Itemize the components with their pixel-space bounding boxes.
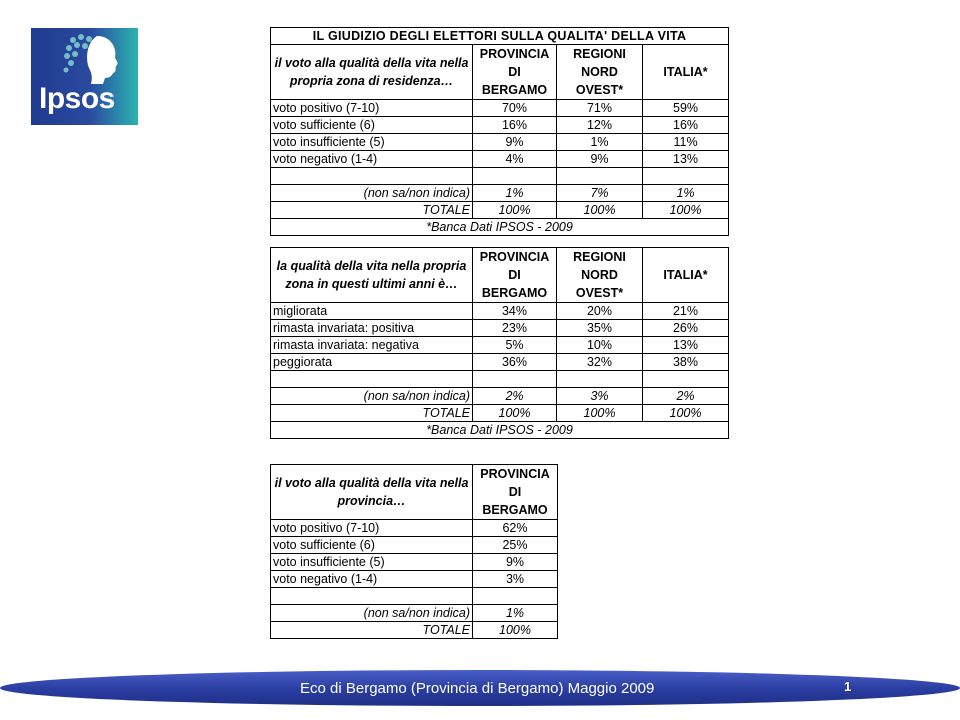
cell-value: 100% — [557, 202, 643, 219]
row-label: voto insufficiente (5) — [271, 134, 473, 151]
table-qualita-vita-provincia — [270, 464, 558, 639]
cell-value: 5% — [473, 337, 557, 354]
table-row — [271, 134, 729, 151]
cell-value: 38% — [643, 354, 729, 371]
totale-label: TOTALE — [271, 202, 473, 219]
empty-row — [271, 168, 729, 185]
row-label: voto insufficiente (5) — [271, 554, 473, 571]
table-qualita-vita-trend — [270, 247, 729, 439]
cell-value: 62% — [473, 520, 558, 537]
empty-row — [271, 371, 729, 388]
cell-value: 2% — [473, 388, 557, 405]
col-header-regioni: REGIONI NORD OVEST* — [557, 248, 643, 303]
cell-value: 12% — [557, 117, 643, 134]
cell-value: 26% — [643, 320, 729, 337]
row-label: voto negativo (1-4) — [271, 151, 473, 168]
row-label: voto positivo (7-10) — [271, 520, 473, 537]
table-row — [271, 320, 729, 337]
cell-value: 9% — [473, 554, 558, 571]
cell-value: 100% — [557, 405, 643, 422]
question-cell: il voto alla qualità della vita nella propria zona di residenza… — [271, 45, 473, 100]
cell-value: 13% — [643, 151, 729, 168]
nonsa-label: (non sa/non indica) — [271, 388, 473, 405]
cell-value: 7% — [557, 185, 643, 202]
cell-value: 4% — [473, 151, 557, 168]
row-label: rimasta invariata: negativa — [271, 337, 473, 354]
cell-value: 10% — [557, 337, 643, 354]
row-label: rimasta invariata: positiva — [271, 320, 473, 337]
totale-row — [271, 405, 729, 422]
nonsa-label: (non sa/non indica) — [271, 605, 473, 622]
cell-value: 34% — [473, 303, 557, 320]
source-row — [271, 219, 729, 236]
ipsos-logo — [31, 28, 138, 125]
nonsa-row — [271, 185, 729, 202]
question-cell: il voto alla qualità della vita nella provincia… — [271, 465, 473, 520]
col-header-regioni: REGIONI NORD OVEST* — [557, 45, 643, 100]
cell-value: 11% — [643, 134, 729, 151]
totale-label: TOTALE — [271, 622, 473, 639]
nonsa-row — [271, 388, 729, 405]
logo-wordmark: Ipsos — [39, 82, 115, 115]
empty-row — [271, 588, 558, 605]
question-cell: la qualità della vita nella propria zona in questi ultimi anni è… — [271, 248, 473, 303]
row-label: voto sufficiente (6) — [271, 537, 473, 554]
table-title: IL GIUDIZIO DEGLI ELETTORI SULLA QUALITA' DELLA VITA — [271, 28, 729, 45]
table-row — [271, 100, 729, 117]
footer-title: Eco di Bergamo (Provincia di Bergamo) Maggio 2009 — [300, 680, 655, 697]
cell-value: 100% — [643, 405, 729, 422]
cell-value: 100% — [473, 405, 557, 422]
table-row — [271, 537, 558, 554]
cell-value: 1% — [473, 605, 558, 622]
totale-row — [271, 622, 558, 639]
cell-value: 100% — [473, 622, 558, 639]
cell-value: 9% — [557, 151, 643, 168]
table-row — [271, 337, 729, 354]
table-row — [271, 554, 558, 571]
cell-value: 70% — [473, 100, 557, 117]
table-title-row — [271, 28, 729, 45]
table-header-row — [271, 248, 729, 303]
cell-value: 13% — [643, 337, 729, 354]
cell-value: 100% — [643, 202, 729, 219]
row-label: voto positivo (7-10) — [271, 100, 473, 117]
row-label: peggiorata — [271, 354, 473, 371]
table-header-row — [271, 45, 729, 100]
cell-value: 16% — [473, 117, 557, 134]
cell-value: 35% — [557, 320, 643, 337]
cell-value: 36% — [473, 354, 557, 371]
nonsa-row — [271, 605, 558, 622]
cell-value: 2% — [643, 388, 729, 405]
page-number: 1 — [844, 679, 852, 694]
cell-value: 1% — [557, 134, 643, 151]
cell-value: 25% — [473, 537, 558, 554]
source-note: *Banca Dati IPSOS - 2009 — [271, 422, 729, 439]
cell-value: 16% — [643, 117, 729, 134]
totale-label: TOTALE — [271, 405, 473, 422]
table-row — [271, 151, 729, 168]
row-label: voto sufficiente (6) — [271, 117, 473, 134]
cell-value: 9% — [473, 134, 557, 151]
col-header-provincia: PROVINCIA DI BERGAMO — [473, 248, 557, 303]
cell-value: 32% — [557, 354, 643, 371]
col-header-provincia: PROVINCIA DI BERGAMO — [473, 45, 557, 100]
cell-value: 20% — [557, 303, 643, 320]
table-row — [271, 303, 729, 320]
cell-value: 21% — [643, 303, 729, 320]
cell-value: 1% — [473, 185, 557, 202]
cell-value: 3% — [557, 388, 643, 405]
table-row — [271, 520, 558, 537]
table-row — [271, 571, 558, 588]
source-row — [271, 422, 729, 439]
cell-value: 1% — [643, 185, 729, 202]
col-header-provincia: PROVINCIA DI BERGAMO — [473, 465, 558, 520]
totale-row — [271, 202, 729, 219]
nonsa-label: (non sa/non indica) — [271, 185, 473, 202]
cell-value: 59% — [643, 100, 729, 117]
table-row — [271, 117, 729, 134]
table-header-row — [271, 465, 558, 520]
row-label: migliorata — [271, 303, 473, 320]
row-label: voto negativo (1-4) — [271, 571, 473, 588]
col-header-italia: ITALIA* — [643, 45, 729, 100]
source-note: *Banca Dati IPSOS - 2009 — [271, 219, 729, 236]
cell-value: 100% — [473, 202, 557, 219]
col-header-italia: ITALIA* — [643, 248, 729, 303]
cell-value: 23% — [473, 320, 557, 337]
table-row — [271, 354, 729, 371]
cell-value: 3% — [473, 571, 558, 588]
cell-value: 71% — [557, 100, 643, 117]
table-qualita-vita-zona — [270, 27, 729, 236]
